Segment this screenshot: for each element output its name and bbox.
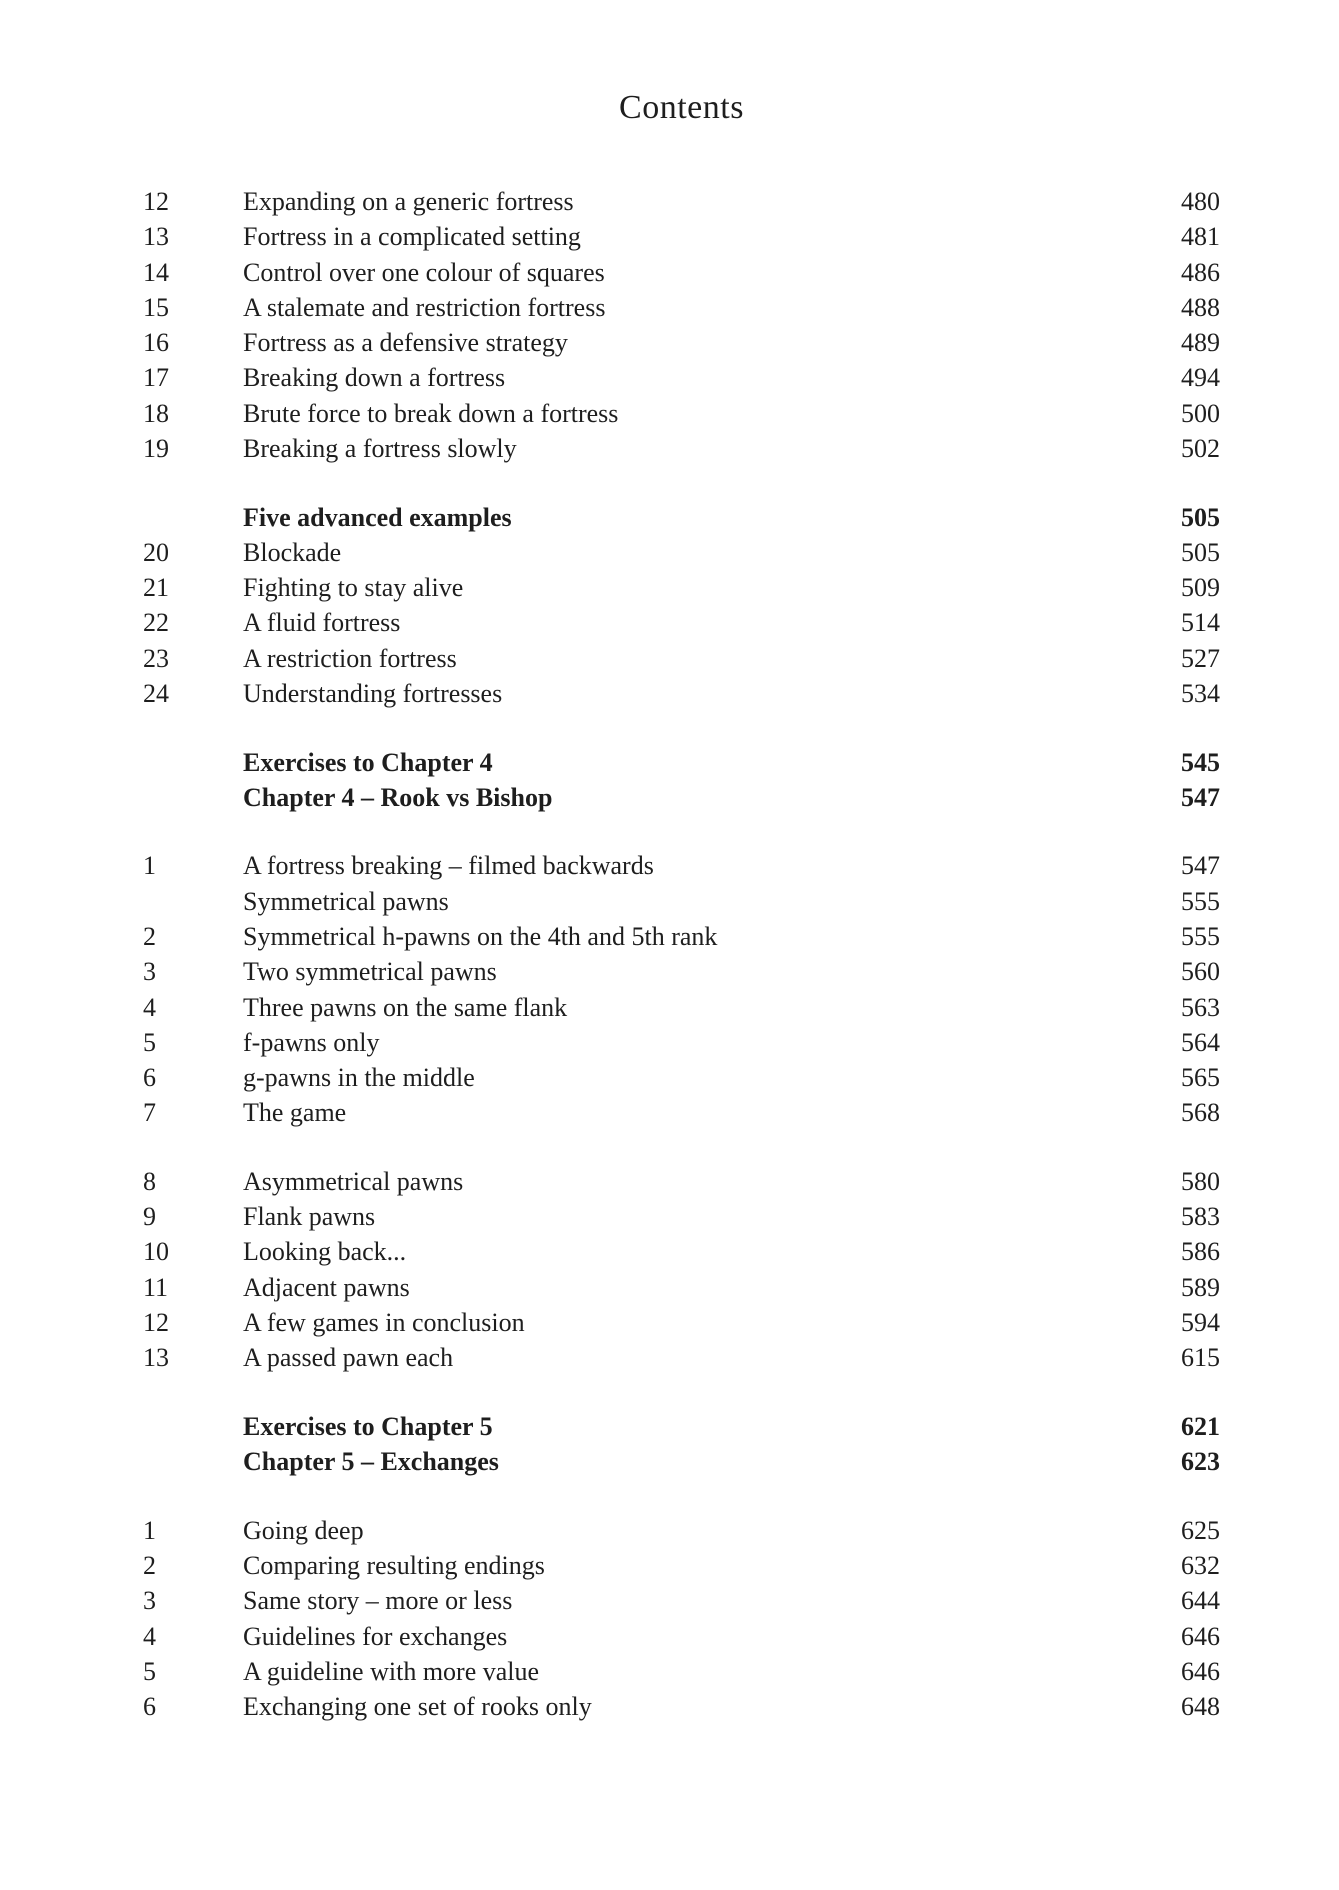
entry-page: 586: [1181, 1237, 1220, 1267]
toc-entry: [143, 535, 1220, 570]
toc-entry: [143, 1305, 1220, 1340]
entry-title: Three pawns on the same flank: [243, 992, 568, 1022]
entry-number: 1: [143, 851, 156, 881]
entry-title: Going deep: [243, 1515, 364, 1545]
toc-entry: [143, 1199, 1220, 1234]
entry-title: Asymmetrical pawns: [243, 1166, 464, 1196]
entry-page: 547: [1181, 851, 1220, 881]
toc-entry: [143, 990, 1220, 1025]
toc-entry: [143, 184, 1220, 219]
entry-number: 6: [143, 1063, 156, 1093]
entry-title: g-pawns in the middle: [243, 1063, 475, 1093]
toc-group: [143, 1164, 1220, 1376]
toc-entry: [143, 255, 1220, 290]
entry-page: 568: [1181, 1098, 1220, 1128]
entry-page: 594: [1181, 1308, 1220, 1338]
toc-group: [143, 1409, 1220, 1480]
entry-title: Blockade: [243, 537, 342, 567]
entry-page: 644: [1181, 1586, 1220, 1616]
toc-entry: [143, 848, 1220, 883]
entry-number: 4: [143, 1621, 156, 1651]
toc-entry: [143, 1164, 1220, 1199]
entry-page: 527: [1181, 643, 1220, 673]
entry-page: 560: [1181, 957, 1220, 987]
entry-number: 7: [143, 1098, 156, 1128]
toc-entry: [143, 1444, 1220, 1479]
entry-page: 583: [1181, 1202, 1220, 1232]
entry-title: Brute force to break down a fortress: [243, 398, 619, 428]
toc-entry: [143, 1583, 1220, 1618]
toc-entry: [143, 396, 1220, 431]
entry-title: The game: [243, 1098, 347, 1128]
toc-group: [143, 184, 1220, 466]
entry-number: 2: [143, 921, 156, 951]
entry-title: Chapter 4 – Rook vs Bishop: [243, 782, 553, 812]
toc-entry: [143, 1025, 1220, 1060]
entry-page: 486: [1181, 257, 1220, 287]
entry-title: Exercises to Chapter 5: [243, 1411, 493, 1441]
toc-entry: [143, 1548, 1220, 1583]
toc-entry: [143, 1060, 1220, 1095]
entry-number: 3: [143, 957, 156, 987]
entry-title: Fighting to stay alive: [243, 573, 464, 603]
entry-title: Control over one colour of squares: [243, 257, 605, 287]
entry-page: 500: [1181, 398, 1220, 428]
entry-title: Comparing resulting endings: [243, 1550, 545, 1580]
entry-page: 480: [1181, 187, 1220, 216]
entry-number: 12: [143, 1308, 169, 1338]
toc-entry: [143, 1513, 1220, 1548]
entry-title: Five advanced examples: [243, 502, 512, 532]
entry-number: 5: [143, 1027, 156, 1057]
toc-entry: [143, 500, 1220, 535]
toc-entry: [143, 1409, 1220, 1444]
entry-number: 2: [143, 1550, 156, 1580]
entry-number: 18: [143, 398, 169, 428]
entry-title: A restriction fortress: [243, 643, 457, 673]
entry-page: 494: [1181, 363, 1220, 393]
entry-number: 9: [143, 1202, 156, 1232]
toc-entry: [143, 325, 1220, 360]
entry-number: 21: [143, 573, 169, 603]
entry-page: 502: [1181, 434, 1220, 464]
entry-title: Understanding fortresses: [243, 679, 503, 709]
entry-title: Fortress in a complicated setting: [243, 222, 581, 252]
entry-page: 505: [1181, 502, 1220, 532]
entry-title: Symmetrical pawns: [243, 886, 449, 916]
toc-group: [143, 745, 1220, 816]
entry-page: 563: [1181, 992, 1220, 1022]
entry-title: Looking back...: [243, 1237, 407, 1267]
entry-title: Breaking down a fortress: [243, 363, 506, 393]
entry-page: 646: [1181, 1621, 1220, 1651]
toc-group: [143, 1513, 1220, 1725]
entry-title: Breaking a fortress slowly: [243, 434, 517, 464]
toc-entry: [143, 1340, 1220, 1375]
entry-title: Fortress as a defensive strategy: [243, 328, 568, 358]
entry-number: 13: [143, 1343, 169, 1373]
toc-entry: [143, 290, 1220, 325]
entry-page: 648: [1181, 1692, 1220, 1722]
entry-page: 547: [1181, 782, 1220, 812]
entry-title: Same story – more or less: [243, 1586, 513, 1616]
entry-number: 22: [143, 608, 169, 638]
entry-number: 5: [143, 1656, 156, 1686]
entry-number: 6: [143, 1692, 156, 1722]
entry-title: A few games in conclusion: [243, 1308, 525, 1338]
entry-title: Flank pawns: [243, 1202, 376, 1232]
entry-title: Adjacent pawns: [243, 1272, 410, 1302]
toc-entry: [143, 745, 1220, 780]
entry-title: A fortress breaking – filmed backwards: [243, 851, 654, 881]
entry-number: 11: [143, 1272, 169, 1302]
entry-number: 16: [143, 328, 169, 358]
entry-title: Symmetrical h-pawns on the 4th and 5th rank: [243, 921, 718, 951]
entry-page: 481: [1181, 222, 1220, 252]
entry-page: 646: [1181, 1656, 1220, 1686]
page-title: Contents: [619, 89, 744, 126]
toc-entry: [143, 1689, 1220, 1724]
entry-page: 565: [1181, 1063, 1220, 1093]
entry-page: 623: [1181, 1447, 1220, 1477]
entry-number: 13: [143, 222, 169, 252]
toc-entry: [143, 641, 1220, 676]
entry-title: Exercises to Chapter 4: [243, 747, 493, 777]
entry-page: 621: [1181, 1411, 1220, 1441]
entry-page: 545: [1181, 747, 1220, 777]
toc-entry: [143, 605, 1220, 640]
entry-title: Chapter 5 – Exchanges: [243, 1447, 499, 1477]
entry-title: Expanding on a generic fortress: [243, 187, 574, 216]
toc-entry: [143, 1270, 1220, 1305]
entry-page: 514: [1181, 608, 1220, 638]
entry-page: 589: [1181, 1272, 1220, 1302]
toc-entry: [143, 219, 1220, 254]
toc-entry: [143, 919, 1220, 954]
entry-number: 14: [143, 257, 169, 287]
entry-page: 555: [1181, 886, 1220, 916]
toc-entry: [143, 360, 1220, 395]
toc-entry: [143, 676, 1220, 711]
entry-number: 23: [143, 643, 169, 673]
entry-page: 509: [1181, 573, 1220, 603]
entry-number: 20: [143, 537, 169, 567]
toc-entry: [143, 954, 1220, 989]
entry-title: A passed pawn each: [243, 1343, 454, 1373]
entry-number: 8: [143, 1166, 156, 1196]
entry-page: 632: [1181, 1550, 1220, 1580]
toc-entry: [143, 570, 1220, 605]
entry-page: 488: [1181, 292, 1220, 322]
toc-entry: [143, 431, 1220, 466]
toc-entry: [143, 884, 1220, 919]
entry-title: A stalemate and restriction fortress: [243, 292, 606, 322]
entry-number: 24: [143, 679, 169, 709]
toc-entry: [143, 1234, 1220, 1269]
entry-page: 505: [1181, 537, 1220, 567]
entry-number: 1: [143, 1515, 156, 1545]
entry-page: 564: [1181, 1027, 1220, 1057]
entry-number: 17: [143, 363, 169, 393]
entry-title: Exchanging one set of rooks only: [243, 1692, 592, 1722]
entry-page: 555: [1181, 921, 1220, 951]
entry-page: 615: [1181, 1343, 1220, 1373]
toc-group: [143, 848, 1220, 1130]
entry-page: 534: [1181, 679, 1220, 709]
toc-list: [143, 184, 1220, 1724]
entry-title: Two symmetrical pawns: [243, 957, 497, 987]
entry-page: 580: [1181, 1166, 1220, 1196]
entry-number: 19: [143, 434, 169, 464]
toc-entry: [143, 1619, 1220, 1654]
entry-number: 12: [143, 187, 169, 216]
toc-entry: [143, 780, 1220, 815]
entry-page: 625: [1181, 1515, 1220, 1545]
entry-number: 3: [143, 1586, 156, 1616]
entry-title: A fluid fortress: [243, 608, 401, 638]
entry-page: 489: [1181, 328, 1220, 358]
toc-group: [143, 500, 1220, 712]
toc-entry: [143, 1654, 1220, 1689]
entry-number: 4: [143, 992, 156, 1022]
toc-entry: [143, 1095, 1220, 1130]
entry-number: 10: [143, 1237, 169, 1267]
entry-title: f-pawns only: [243, 1027, 380, 1057]
entry-title: A guideline with more value: [243, 1656, 540, 1686]
entry-title: Guidelines for exchanges: [243, 1621, 508, 1651]
entry-number: 15: [143, 292, 169, 322]
